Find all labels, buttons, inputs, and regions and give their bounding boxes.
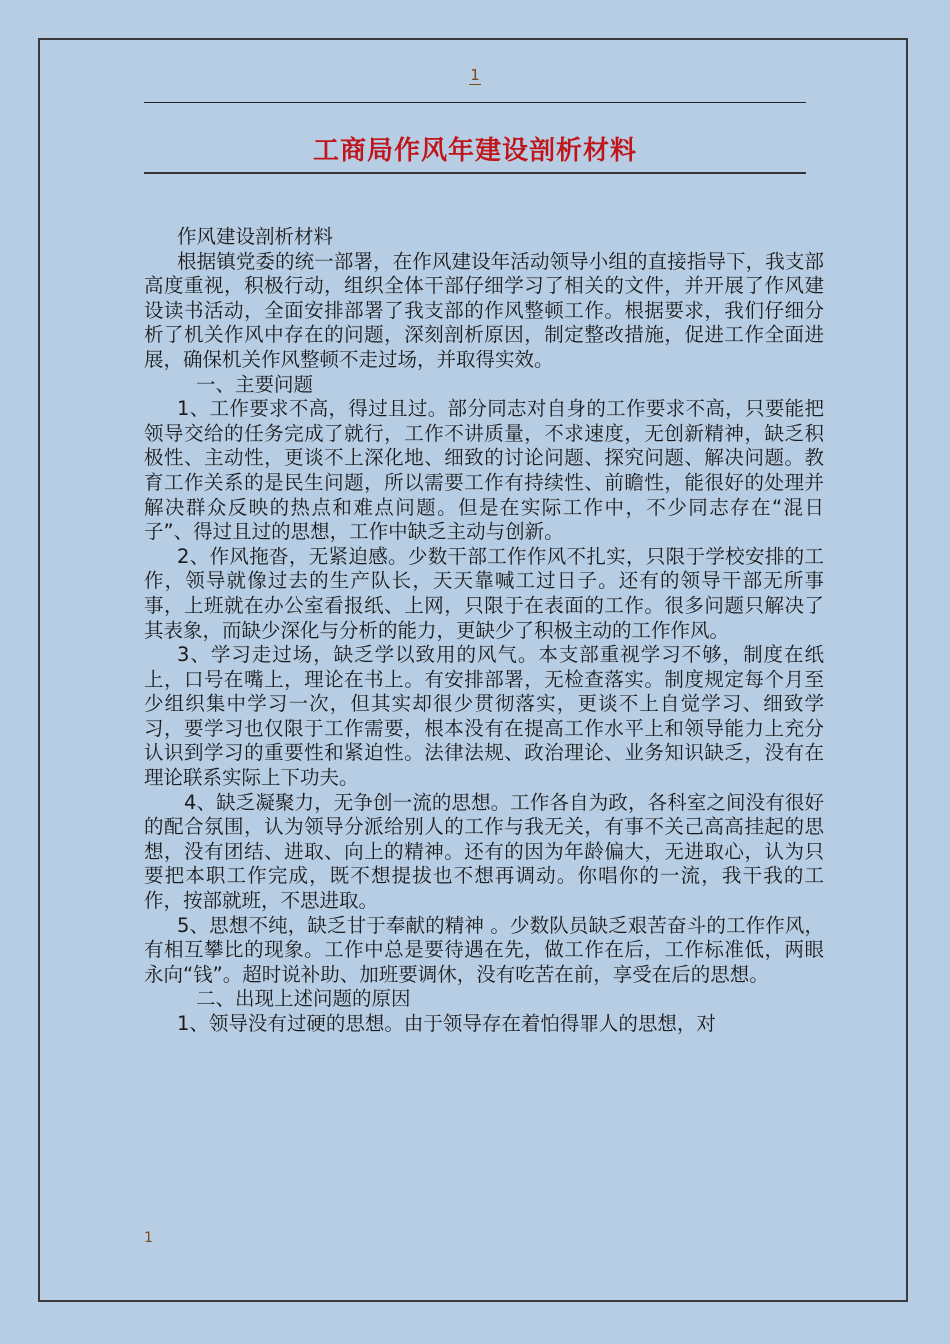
paragraph: 2、作风拖沓，无紧迫感。少数干部工作作风不扎实，只限于学校安排的工作，领导就像过去的生产队长，天天靠喊工过日子。还有的领导干部无所事事，上班就在办公室看报纸、上网，只限于在表面的工作。很多问题只解决了其表象，而缺少深化与分析的能力，更缺少了积极主动的工作作风。 <box>144 544 824 642</box>
document-body <box>144 225 824 1037</box>
section-heading: 一、主要问题 <box>196 372 314 396</box>
footer-page-number: 1 <box>144 1230 153 1246</box>
title-rule <box>144 172 806 174</box>
header-rule <box>144 102 806 103</box>
document-title: 工商局作风年建设剖析材料 <box>312 136 637 166</box>
paragraph: 1、领导没有过硬的思想。由于领导存在着怕得罪人的思想，对 <box>177 1012 716 1035</box>
paragraph: 根据镇党委的统一部署，在作风建设年活动领导小组的直接指导下，我支部高度重视，积极行动，组织全体干部仔细学习了相关的文件，并开展了作风建设读书活动，全面安排部署了我支部的作风整顿工作。根据要求，我们仔细分析了机关作风中存在的问题，深刻剖析原因，制定整改措施，促进工作全面进展，确保机关作风整顿不走过场，并取得实效。 <box>144 249 824 371</box>
paragraph: 5、思想不纯，缺乏甘于奉献的精神 。少数队员缺乏艰苦奋斗的工作作风，有相互攀比的现象。工作中总是要待遇在先，做工作在后，工作标准低，两眼永向“钱”。超时说补助、加班要调休，没有吃苦在前，享受在后的思想。 <box>144 913 824 986</box>
paragraph: 4、缺乏凝聚力，无争创一流的思想。工作各自为政，各科室之间没有很好的配合氛围，认为领导分派给别人的工作与我无关，有事不关己高高挂起的思想，没有团结、进取、向上的精神。还有的因为年龄偏大，无进取心，认为只要把本职工作完成，既不想提拔也不想再调动。你唱你的一流，我干我的工作，按部就班，不思进取。 <box>144 790 824 913</box>
subtitle-line: 作风建设剖析材料 <box>177 225 334 248</box>
header-page-number: 1 <box>470 66 480 84</box>
section-heading: 二、出现上述问题的原因 <box>196 987 411 1011</box>
paragraph: 3、学习走过场，缺乏学以致用的风气。本支部重视学习不够，制度在纸上，口号在嘴上，理论在书上。有安排部署，无检查落实。制度规定每个月至少组织集中学习一次，但其实却很少贯彻落实，更谈不上自觉学习、细致学习，要学习也仅限于工作需要，根本没有在提高工作水平上和领导能力上充分认识到学习的重要性和紧迫性。法律法规、政治理论、业务知识缺乏，没有在理论联系实际上下功夫。 <box>144 643 824 790</box>
paragraph: 1、工作要求不高，得过且过。部分同志对自身的工作要求不高，只要能把领导交给的任务完成了就行，工作不讲质量，不求速度，无创新精神，缺乏积极性、主动性，更谈不上深化地、细致的讨论问题、探究问题、解决问题。教育工作关系的是民生问题，所以需要工作有持续性、前瞻性，能很好的处理并解决群众反映的热点和难点问题。但是在实际工作中，不少同志存在“混日子”、得过且过的思想，工作中缺乏主动与创新。 <box>144 397 824 544</box>
